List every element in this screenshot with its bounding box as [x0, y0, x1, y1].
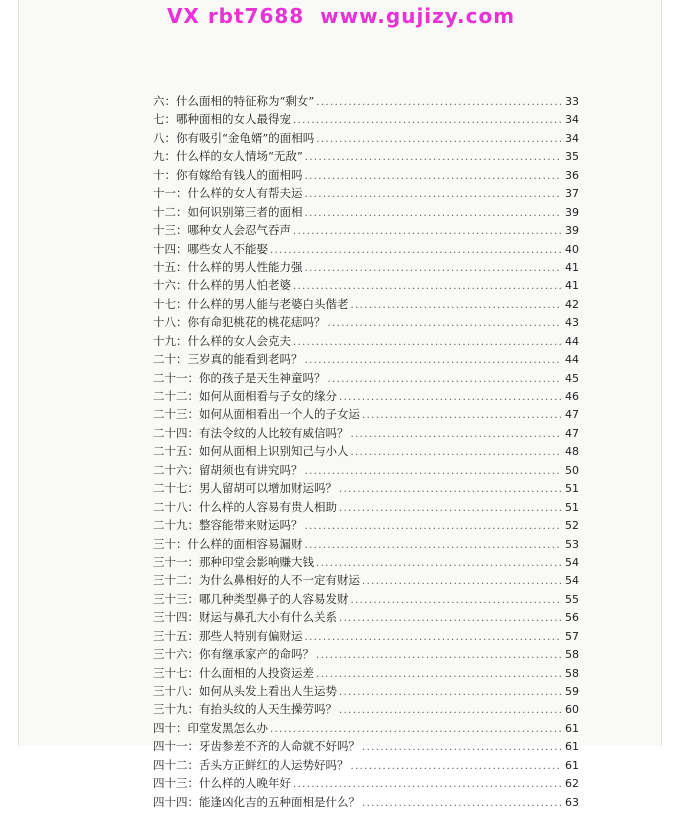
toc-entry-page-number: 37 [565, 187, 579, 201]
toc-entry-number: 四十： [153, 720, 188, 735]
toc-entry [153, 479, 579, 497]
toc-entry-title: 如何从面相上识别知己与小人 [199, 444, 349, 459]
dot-leader [270, 242, 561, 260]
dot-leader [351, 426, 562, 444]
toc-entry-number: 三十七： [153, 665, 199, 680]
toc-entry-number: 二十九： [153, 518, 199, 533]
toc-entry-title: 什么样的女人有帮夫运 [187, 186, 303, 201]
toc-entry-number: 八： [153, 130, 176, 145]
toc-entry-title: 如何从面相看与子女的缘分 [199, 389, 337, 403]
toc-entry-page-number: 54 [565, 574, 579, 588]
toc-entry-page-number: 44 [565, 334, 579, 348]
toc-entry-number: 六： [153, 94, 176, 108]
toc-entry-page-number: 53 [565, 537, 579, 551]
toc-entry [153, 774, 579, 792]
toc-entry-number: 十八： [153, 315, 188, 330]
toc-entry-page-number: 61 [565, 740, 579, 754]
dot-leader [362, 407, 561, 425]
dot-leader [305, 352, 562, 370]
toc-entry [153, 295, 579, 313]
toc-entry-page-number: 51 [565, 482, 579, 496]
toc-entry [153, 590, 579, 608]
toc-entry-number: 十三： [153, 223, 188, 238]
dot-leader [305, 260, 562, 278]
toc-entry [153, 240, 579, 258]
toc-entry [153, 405, 579, 423]
toc-entry-number: 三十二： [153, 573, 199, 588]
toc-entry-title: 什么样的人容易有贵人相助 [199, 499, 337, 514]
toc-entry-number: 十一： [153, 186, 188, 201]
toc-entry-title: 你有继承家产的命吗？ [199, 647, 314, 662]
toc-entry-page-number: 58 [565, 648, 579, 662]
toc-entry [153, 645, 579, 663]
toc-entry-title: 你有命犯桃花的桃花痣吗？ [187, 315, 326, 330]
toc-entry-page-number: 54 [565, 555, 579, 569]
toc-entry-page-number: 45 [565, 371, 579, 385]
dot-leader [339, 389, 561, 407]
toc-entry [153, 516, 579, 534]
toc-entry [153, 332, 579, 350]
toc-entry [153, 627, 579, 645]
toc-entry-number: 四十一： [153, 739, 199, 754]
dot-leader [293, 112, 561, 130]
toc-entry-number: 二十四： [153, 425, 199, 440]
toc-entry-page-number: 43 [565, 316, 579, 330]
toc-entry-number: 三十九： [153, 702, 199, 717]
dot-leader [305, 537, 562, 555]
toc-entry-title: 牙齿参差不齐的人命就不好吗？ [199, 739, 360, 754]
dot-leader [351, 297, 562, 315]
dot-leader [316, 666, 561, 684]
toc-entry-page-number: 50 [565, 463, 579, 477]
toc-entry-title: 哪些女人不能娶 [187, 241, 268, 256]
toc-entry-page-number: 58 [565, 666, 579, 680]
toc-entry-number: 十七： [153, 296, 188, 311]
toc-entry-page-number: 35 [565, 150, 579, 164]
toc-entry [153, 442, 579, 460]
dot-leader [339, 684, 561, 702]
toc-entry [153, 571, 579, 589]
toc-entry-title: 你有吸引“金龟婿”的面相吗 [176, 130, 315, 145]
toc-entry-title: 什么样的男人性能力强 [187, 259, 303, 274]
toc-entry-title: 如何从头发上看出人生运势 [199, 684, 337, 698]
dot-leader [339, 610, 561, 628]
toc-entry-page-number: 39 [565, 205, 579, 219]
toc-entry-page-number: 55 [565, 592, 579, 606]
toc-entry [153, 203, 579, 221]
dot-leader [362, 795, 561, 813]
dot-leader [351, 592, 562, 610]
dot-leader [316, 131, 561, 149]
toc-entry-page-number: 47 [565, 426, 579, 440]
toc-entry [153, 498, 579, 516]
toc-entry-title: 什么面相的人投资运差 [199, 665, 314, 680]
toc-entry-title: 哪几种类型鼻子的人容易发财 [199, 591, 349, 606]
toc-entry-title: 什么样的男人怕老婆 [187, 278, 291, 293]
toc-entry-number: 二十六： [153, 462, 199, 477]
toc-entry [153, 756, 579, 774]
toc-entry [153, 350, 579, 368]
toc-entry [153, 92, 579, 110]
toc-entry [153, 682, 579, 700]
toc-entry-page-number: 63 [565, 795, 579, 809]
toc-entry-number: 十九： [153, 333, 188, 348]
dot-leader [293, 223, 561, 241]
dot-leader [305, 518, 562, 536]
toc-entry-title: 有抬头纹的人天生操劳吗？ [199, 702, 337, 717]
toc-entry-page-number: 40 [565, 242, 579, 256]
dot-leader [351, 758, 562, 776]
toc-entry [153, 719, 579, 737]
toc-entry-title: 哪种女人会忍气吞声 [187, 223, 291, 238]
dot-leader [305, 186, 562, 204]
toc-entry-title: 财运与鼻孔大小有什么关系 [199, 610, 337, 625]
toc-entry-number: 四十二： [153, 757, 199, 772]
toc-entry-title: 那些人特别有偏财运 [199, 628, 303, 643]
dot-leader [328, 315, 562, 333]
toc-entry [153, 313, 579, 331]
toc-entry [153, 184, 579, 202]
toc-entry [153, 608, 579, 626]
toc-entry-number: 十四： [153, 241, 188, 256]
toc-entry-title: 你有嫁给有钱人的面相吗 [176, 167, 303, 182]
dot-leader [305, 629, 562, 647]
toc-entry-title: 印堂发黑怎么办 [187, 720, 268, 735]
toc-entry-title: 那种印堂会影响赚大钱 [199, 554, 314, 569]
toc-entry-page-number: 44 [565, 353, 579, 367]
toc-entry-title: 什么样的女人会克夫 [187, 333, 291, 348]
toc-entry-title: 舌头方正鲜红的人运势好吗？ [199, 757, 349, 772]
toc-entry-number: 二十八： [153, 499, 199, 514]
toc-entry [153, 700, 579, 718]
toc-entry-page-number: 36 [565, 168, 579, 182]
dot-leader [305, 168, 562, 186]
toc-entry-title: 你的孩子是天生神童吗？ [199, 370, 326, 385]
toc-entry-title: 什么样的面相容易漏财 [187, 536, 303, 551]
dot-leader [293, 334, 561, 352]
dot-leader [339, 500, 561, 518]
toc-entry [153, 387, 579, 405]
toc-entry-number: 二十五： [153, 444, 199, 459]
toc-entry-page-number: 46 [565, 390, 579, 403]
toc-entry [153, 258, 579, 276]
toc-entry-title: 能逢凶化吉的五种面相是什么？ [199, 794, 360, 809]
toc-entry [153, 424, 579, 442]
toc-entry [153, 793, 579, 811]
toc-entry [153, 221, 579, 239]
dot-leader [305, 149, 561, 167]
table-of-contents [153, 92, 579, 811]
toc-entry-title: 三岁真的能看到老吗？ [187, 352, 303, 367]
toc-entry-number: 二十一： [153, 370, 199, 385]
toc-entry [153, 369, 579, 387]
toc-entry [153, 553, 579, 571]
toc-entry-page-number: 52 [565, 519, 579, 533]
toc-entry-number: 十五： [153, 259, 188, 274]
toc-entry-page-number: 48 [565, 445, 579, 459]
toc-entry-number: 二十三： [153, 407, 199, 422]
dot-leader [305, 463, 562, 481]
toc-entry-number: 七： [153, 112, 176, 127]
toc-entry-number: 九： [153, 149, 176, 164]
toc-entry-page-number: 34 [565, 113, 579, 127]
toc-entry-page-number: 41 [565, 279, 579, 293]
toc-entry-page-number: 34 [565, 131, 579, 145]
toc-entry-page-number: 51 [565, 500, 579, 514]
toc-entry-number: 四十三： [153, 776, 199, 791]
toc-entry-number: 二十七： [153, 481, 199, 496]
toc-entry-title: 什么样的人晚年好 [199, 776, 291, 791]
toc-entry [153, 664, 579, 682]
dot-leader [316, 647, 561, 665]
toc-entry-number: 三十五： [153, 628, 199, 643]
toc-entry-page-number: 59 [565, 685, 579, 698]
toc-entry-title: 如何识别第三者的面相 [187, 204, 303, 219]
toc-entry-number: 三十八： [153, 684, 199, 698]
toc-entry-title: 留胡须也有讲究吗？ [199, 462, 303, 477]
toc-entry-page-number: 39 [565, 224, 579, 238]
dot-leader [316, 94, 561, 112]
toc-entry-number: 三十六： [153, 647, 199, 662]
toc-entry-number: 三十： [153, 536, 188, 551]
toc-entry [153, 129, 579, 147]
toc-entry-number: 三十一： [153, 554, 199, 569]
toc-entry-page-number: 42 [565, 297, 579, 311]
toc-entry-title: 如何从面相看出一个人的子女运 [199, 407, 360, 422]
dot-leader [328, 371, 562, 389]
toc-entry-page-number: 56 [565, 611, 579, 625]
toc-entry-number: 十六： [153, 278, 188, 293]
toc-entry-title: 什么面相的特征称为“剩女” [176, 94, 315, 108]
toc-entry-number: 十： [153, 167, 176, 182]
toc-entry-number: 三十三： [153, 591, 199, 606]
toc-entry-number: 四十四： [153, 794, 199, 809]
toc-entry-title: 男人留胡可以增加财运吗？ [199, 481, 337, 496]
dot-leader [351, 444, 562, 462]
toc-entry-page-number: 61 [565, 721, 579, 735]
toc-entry-title: 为什么鼻相好的人不一定有财运 [199, 573, 360, 588]
toc-entry [153, 461, 579, 479]
toc-entry-title: 有法令纹的人比较有威信吗？ [199, 425, 349, 440]
toc-entry-number: 二十： [153, 352, 188, 367]
toc-entry [153, 110, 579, 128]
toc-entry [153, 147, 579, 165]
toc-entry-number: 二十二： [153, 389, 199, 403]
toc-entry-page-number: 62 [565, 777, 579, 791]
dot-leader [362, 739, 561, 757]
toc-entry-page-number: 33 [565, 95, 579, 108]
dot-leader [339, 481, 561, 499]
dot-leader [305, 205, 562, 223]
dot-leader [362, 573, 561, 591]
toc-entry-page-number: 61 [565, 758, 579, 772]
toc-entry [153, 276, 579, 294]
toc-entry-title: 什么样的男人能与老婆白头偕老 [187, 296, 349, 311]
toc-entry-page-number: 41 [565, 260, 579, 274]
toc-entry-title: 整容能带来财运吗？ [199, 518, 303, 533]
toc-entry-page-number: 47 [565, 408, 579, 422]
toc-entry-number: 十二： [153, 204, 188, 219]
toc-entry-number: 三十四： [153, 610, 199, 625]
toc-entry-title: 哪种面相的女人最得宠 [176, 112, 291, 127]
dot-leader [339, 702, 561, 720]
toc-entry-page-number: 57 [565, 629, 579, 643]
toc-entry [153, 737, 579, 755]
toc-entry [153, 535, 579, 553]
toc-entry [153, 166, 579, 184]
watermark-text: VX rbt7688 www.gujizy.com [166, 4, 516, 28]
toc-entry-title: 什么样的女人情场“无敌” [176, 149, 303, 164]
toc-entry-page-number: 60 [565, 703, 579, 717]
